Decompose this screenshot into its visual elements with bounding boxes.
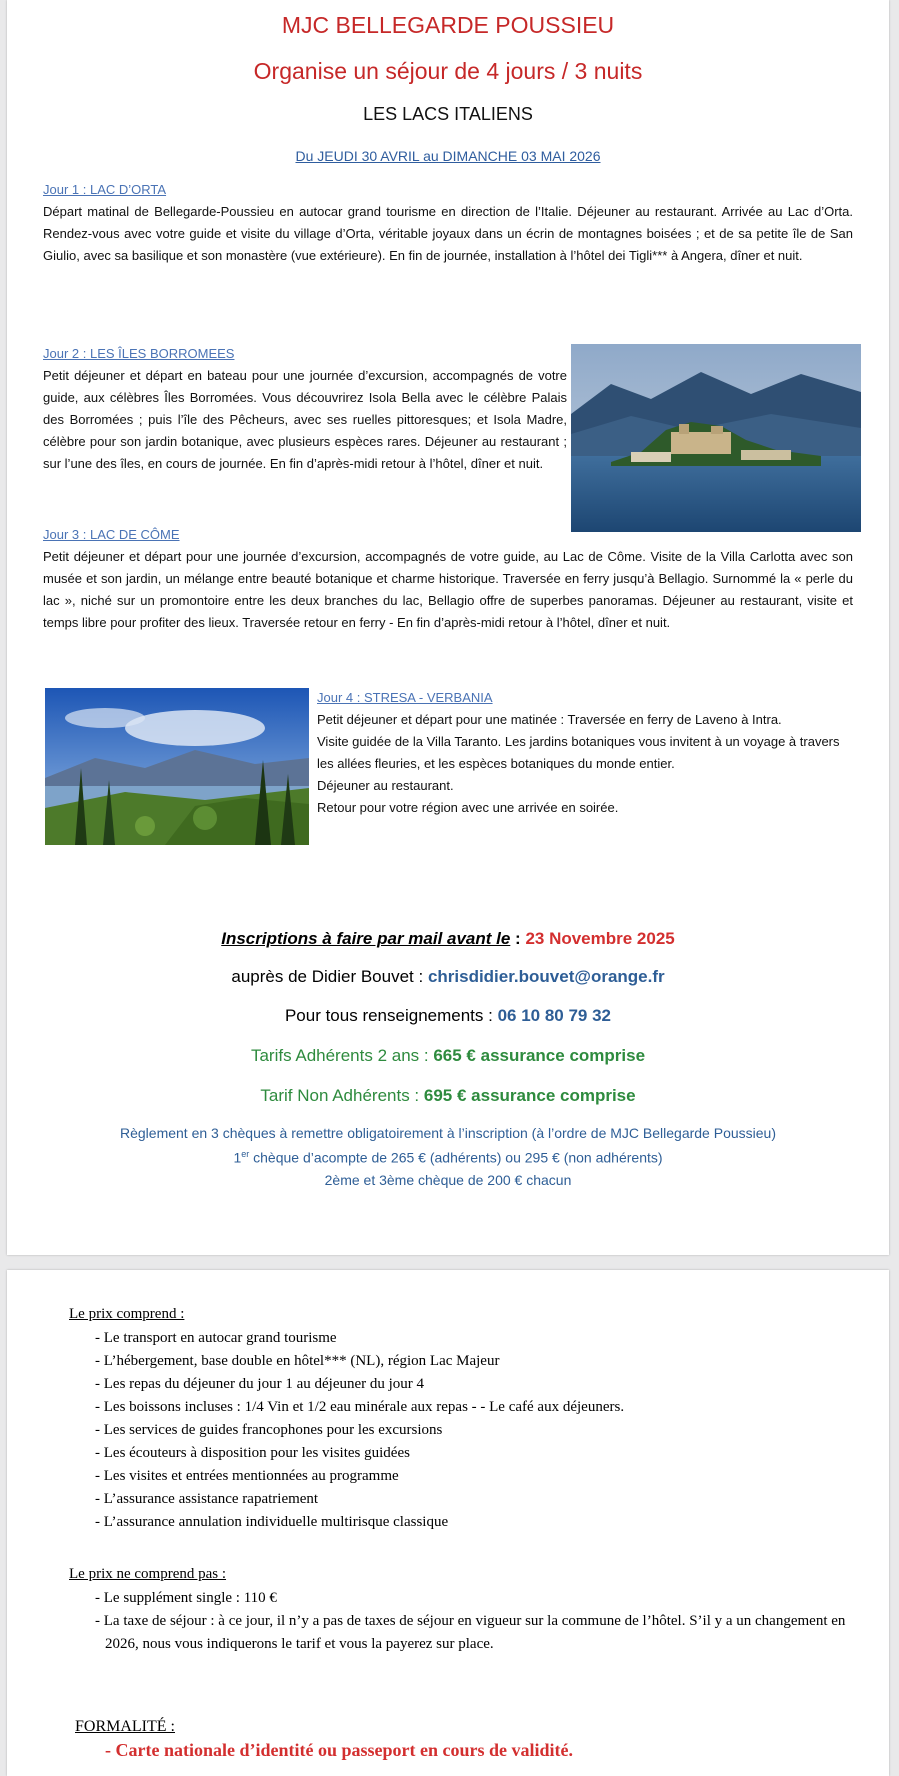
inscriptions-label: Inscriptions à faire par mail avant le	[221, 929, 511, 948]
list-item: - Les écouteurs à disposition pour les visites guidées	[95, 1445, 410, 1461]
list-item: - Le transport en autocar grand tourisme	[95, 1330, 337, 1346]
formalite-title: FORMALITÉ :	[75, 1718, 175, 1735]
contact-email[interactable]: chrisdidier.bouvet@orange.fr	[427, 967, 665, 986]
cheque-1-sup: er	[241, 1149, 250, 1159]
day-1-text: Départ matinal de Bellegarde-Poussieu en autocar grand tourisme en direction de l’Italie. Déjeuner au restaurant. Arrivée au Lac d’Orta. Rendez-vous avec votre guide et visite du village d’Orta, véritable joyaux dans un écrin de montagnes boisées ; et de sa petite île de San Giulio, avec sa basilique et son monastère (vue extérieure). En fin de journée, installation à l’hôtel dei Tigli*** à Angera, dîner et nuit.	[43, 204, 853, 263]
prix-ne-comprend-section	[69, 1566, 859, 1656]
tarif-non-adherents-value: 695 € assurance comprise	[423, 1086, 636, 1105]
day-3-section	[43, 527, 853, 634]
page-1	[7, 0, 889, 1255]
day-4-line-3: Déjeuner au restaurant.	[317, 778, 454, 793]
day-4-line-1: Petit déjeuner et départ pour une matinée : Traversée en ferry de Laveno à Intra.	[317, 712, 782, 727]
day-1-heading: Jour 1 : LAC D’ORTA	[43, 182, 167, 197]
tarif-adherents-label: Tarifs Adhérents 2 ans :	[250, 1046, 434, 1065]
info-line	[7, 1006, 889, 1026]
day-4-section	[317, 690, 853, 819]
prix-ne-comprend-title: Le prix ne comprend pas :	[69, 1566, 227, 1582]
day-4-line-2: Visite guidée de la Villa Taranto. Les jardins botaniques vous invitent à un voyage à travers les allées fleuries, et les espèces botaniques du monde entier.	[317, 734, 840, 771]
info-phone[interactable]: 06 10 80 79 32	[497, 1006, 612, 1025]
tarif-non-adherents-line	[7, 1086, 889, 1106]
prix-comprend-section	[69, 1306, 859, 1534]
trip-dates: Du JEUDI 30 AVRIL au DIMANCHE 03 MAI 2026	[295, 148, 601, 164]
contact-line	[7, 967, 889, 987]
list-item: - Les services de guides francophones pour les excursions	[95, 1422, 443, 1438]
list-item: - Les visites et entrées mentionnées au programme	[95, 1468, 399, 1484]
contact-label: auprès de Didier Bouvet :	[231, 967, 428, 986]
day-1-section	[43, 182, 853, 267]
reglement-line: Règlement en 3 chèques à remettre obligatoirement à l’inscription (à l’ordre de MJC Bellegarde Poussieu)	[119, 1125, 776, 1141]
inscriptions-line	[7, 929, 889, 949]
org-title: MJC BELLEGARDE POUSSIEU	[281, 12, 615, 38]
inscriptions-deadline: 23 Novembre 2025	[525, 929, 675, 948]
borromean-islands-photo	[571, 344, 861, 532]
day-4-heading: Jour 4 : STRESA - VERBANIA	[317, 690, 493, 705]
list-item: - Le supplément single : 110 €	[95, 1590, 277, 1606]
list-item: - L’assurance assistance rapatriement	[95, 1491, 319, 1507]
day-2-heading: Jour 2 : LES ÎLES BORROMEES	[43, 346, 235, 361]
list-item: - La taxe de séjour : à ce jour, il n’y a pas de taxes de séjour en vigueur sur la commune de l’hôtel. S’il y a un changement en 2026, nous vous indiquerons le tarif et vous la payerez sur place.	[95, 1613, 846, 1652]
page-2	[7, 1270, 889, 1776]
cheque-2-3-line: 2ème et 3ème chèque de 200 € chacun	[324, 1172, 572, 1188]
list-item: - Les boissons incluses : 1/4 Vin et 1/2 eau minérale aux repas - - Le café aux déjeuners.	[95, 1399, 625, 1415]
trip-title: Organise un séjour de 4 jours / 3 nuits	[253, 58, 643, 84]
cheque-1-post: chèque d’acompte de 265 € (adhérents) ou 295 € (non adhérents)	[249, 1149, 663, 1166]
day-2-section	[43, 346, 567, 475]
inscriptions-sep: :	[510, 929, 526, 948]
tarif-adherents-line	[7, 1046, 889, 1066]
prix-ne-comprend-list	[69, 1587, 859, 1656]
tarif-adherents-value: 665 € assurance comprise	[433, 1046, 646, 1065]
formalite-section	[75, 1718, 865, 1761]
formalite-text: - Carte nationale d’identité ou passeport en cours de validité.	[105, 1740, 573, 1760]
prix-comprend-title: Le prix comprend :	[69, 1306, 185, 1322]
cheque-1-line	[7, 1149, 889, 1166]
day-4-line-4: Retour pour votre région avec une arrivée en soirée.	[317, 800, 619, 815]
list-item: - L’assurance annulation individuelle multirisque classique	[95, 1514, 449, 1530]
list-item: - Les repas du déjeuner du jour 1 au déjeuner du jour 4	[95, 1376, 425, 1392]
cheque-1-pre: 1	[233, 1149, 242, 1166]
day-3-heading: Jour 3 : LAC DE CÔME	[43, 527, 180, 542]
list-item: - L’hébergement, base double en hôtel*** (NL), région Lac Majeur	[95, 1353, 500, 1369]
prix-comprend-list	[69, 1327, 859, 1534]
day-2-text: Petit déjeuner et départ en bateau pour une journée d’excursion, accompagnés de votre guide, aux célèbres Îles Borromées. Vous découvrirez Isola Bella avec le célèbre Palais des Borromées ; puis l’île des Pêcheurs, avec ses ruelles pittoresques; et Isola Madre, célèbre pour son jardin botanique, avec plusieurs espèces rares. Déjeuner au restaurant ; sur l’une des îles, en cours de journée. En fin d’après-midi retour à l’hôtel, dîner et nuit.	[43, 368, 567, 471]
tarif-non-adherents-label: Tarif Non Adhérents :	[260, 1086, 424, 1105]
destination-title: LES LACS ITALIENS	[363, 104, 533, 124]
lake-como-photo	[45, 688, 309, 845]
info-label: Pour tous renseignements :	[284, 1006, 498, 1025]
day-3-text: Petit déjeuner et départ pour une journée d’excursion, accompagnés de votre guide, au Lac de Côme. Visite de la Villa Carlotta avec son musée et son jardin, un mélange entre beauté botanique et charme historique. Traversée en ferry jusqu’à Bellagio. Surnommé la « perle du lac », niché sur un promontoire entre les deux branches du lac, Bellagio offre de superbes panoramas. Déjeuner au restaurant, visite et temps libre pour profiter des lieux. Traversée retour en ferry - En fin d’après-midi retour à l’hôtel, dîner et nuit.	[43, 549, 853, 630]
